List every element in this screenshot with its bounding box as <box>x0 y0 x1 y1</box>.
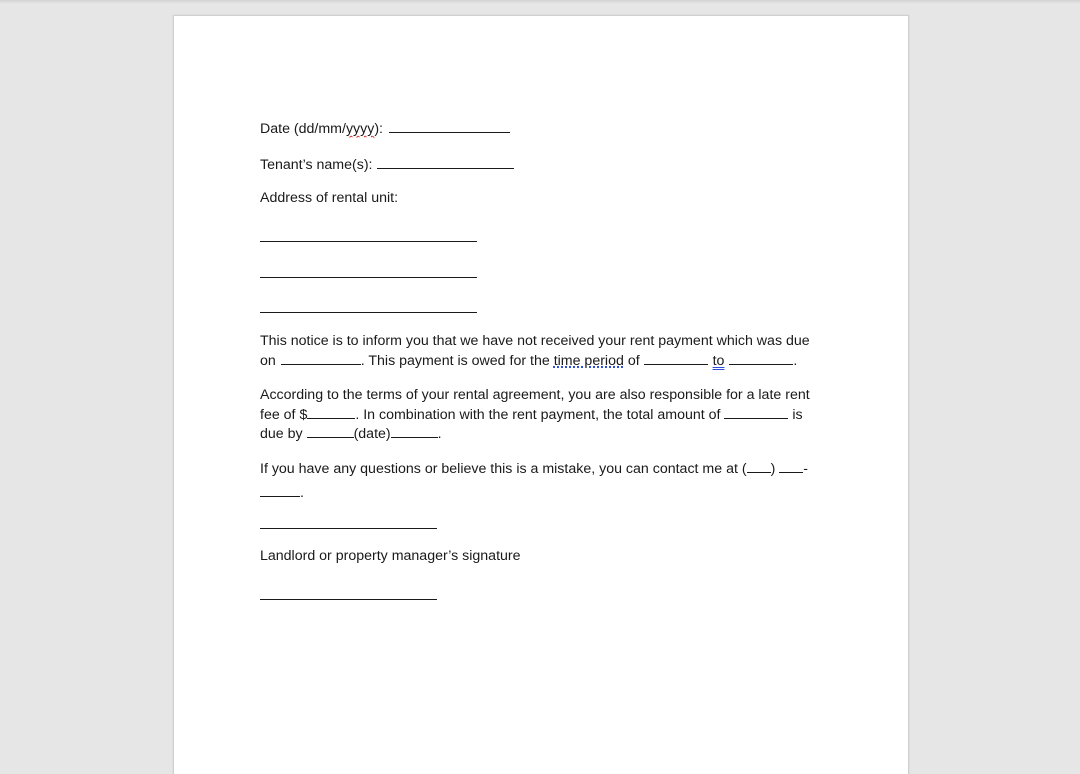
tenant-line <box>260 155 514 174</box>
p2-end: . <box>437 426 442 442</box>
paragraph-2-line-3 <box>260 424 822 444</box>
p1-end: . <box>793 352 798 369</box>
paragraph-2-line-1: According to the terms of your rental agreement, you are also responsible for a late rent <box>260 387 810 403</box>
signature-blank[interactable] <box>260 528 437 529</box>
signature-date-blank[interactable] <box>260 599 437 600</box>
paragraph-1-line-1: This notice is to inform you that we have not received your rent payment which was due <box>260 333 810 349</box>
paragraph-3-line-2 <box>260 483 822 503</box>
period-end-blank[interactable] <box>729 351 793 365</box>
paragraph-2-line-2 <box>260 405 822 425</box>
date-blank[interactable] <box>389 119 510 133</box>
area-code-blank[interactable] <box>747 459 771 473</box>
paragraph-3-line-1 <box>260 459 822 479</box>
p2-date-word: (date) <box>353 426 391 442</box>
p1-of: of <box>627 352 640 369</box>
phone-prefix-blank[interactable] <box>779 459 803 473</box>
date-label-post: ): <box>374 121 383 137</box>
paragraph-1-line-2 <box>260 351 822 371</box>
due-by-blank-1[interactable] <box>307 424 354 438</box>
date-line <box>260 119 510 138</box>
paragraph-late-fee <box>260 387 822 444</box>
p2-fee-of: fee of $ <box>260 406 308 423</box>
date-label-pre: Date (dd/mm/ <box>260 121 346 137</box>
address-label-line <box>260 190 398 207</box>
address-label: Address of rental unit: <box>260 190 399 206</box>
p3-end: . <box>300 484 304 501</box>
tenant-blank[interactable] <box>377 155 514 169</box>
paragraph-payment-notice <box>260 333 822 370</box>
p3-dash: - <box>803 461 808 477</box>
due-date-blank[interactable] <box>281 351 361 365</box>
tenant-label: Tenant’s name(s): <box>260 157 373 173</box>
p2-combination-text: . In combination with the rent payment, the total amount of <box>355 406 721 423</box>
signature-label: Landlord or property manager’s signature <box>260 548 521 564</box>
signature-label-line <box>260 548 521 565</box>
p2-line-2-left <box>260 407 788 423</box>
total-amount-blank[interactable] <box>724 405 788 419</box>
p3-contact-text: If you have any questions or believe this is a mistake, you can contact me at ( <box>260 461 747 477</box>
toolbar-shadow <box>0 0 1080 4</box>
due-by-blank-2[interactable] <box>391 424 438 438</box>
p1-owed-text: . This payment is owed for the <box>360 352 550 369</box>
paragraph-contact <box>260 459 822 502</box>
p1-to-word[interactable]: to <box>712 352 725 369</box>
phone-suffix-blank[interactable] <box>260 483 300 497</box>
address-blank-3[interactable] <box>260 312 477 313</box>
time-period-grammar-word[interactable]: time period <box>553 352 624 369</box>
date-label-misspelled-word[interactable]: yyyy <box>345 121 375 137</box>
address-blank-1[interactable] <box>260 241 477 242</box>
address-blank-2[interactable] <box>260 277 477 278</box>
p2-is: is <box>792 406 803 423</box>
period-start-blank[interactable] <box>644 351 708 365</box>
p1-on: on <box>260 352 276 369</box>
late-fee-blank[interactable] <box>307 405 355 419</box>
document-page[interactable] <box>173 15 909 774</box>
p3-close-paren: ) <box>770 461 776 477</box>
p2-due-by: due by <box>260 426 303 442</box>
